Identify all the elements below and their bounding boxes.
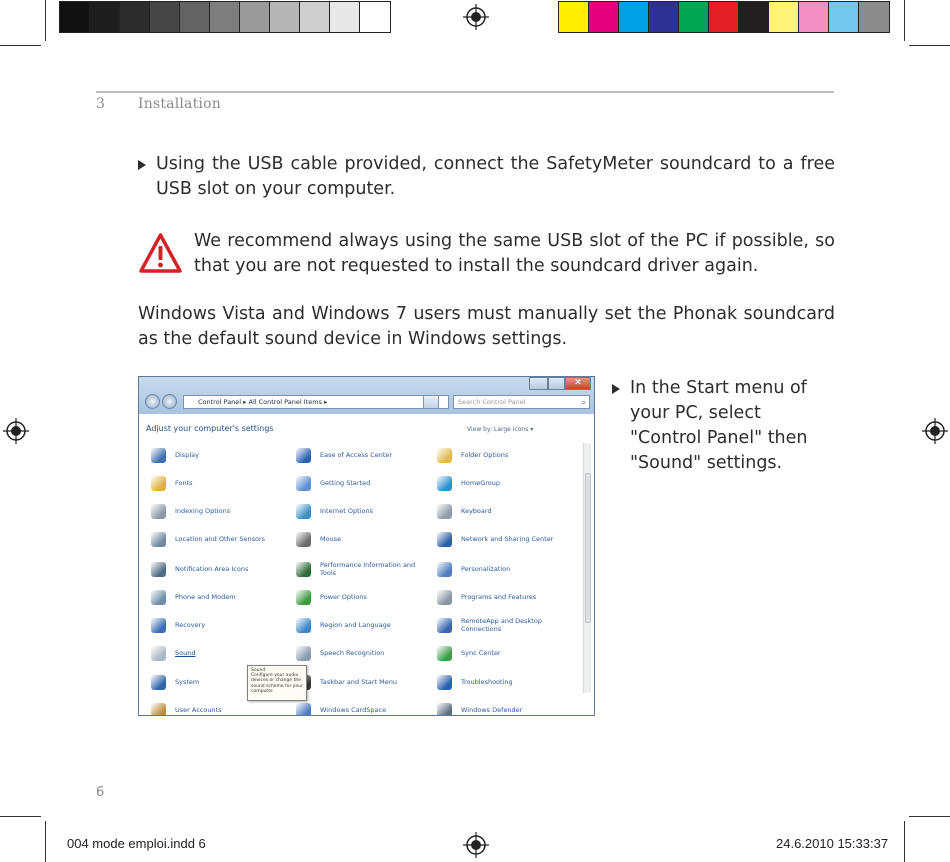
control-panel-item-icon	[151, 532, 166, 547]
control-panel-item-label: Phone and Modem	[175, 593, 236, 601]
search-box[interactable]	[453, 395, 590, 409]
refresh-button[interactable]	[423, 395, 439, 409]
control-panel-item-icon	[437, 675, 452, 690]
registration-mark-icon	[922, 418, 948, 444]
vista-windows7-note: Windows Vista and Windows 7 users must manually set the Phonak soundcard as the default sound device in Windows settings.	[138, 304, 835, 349]
control-panel-item-icon	[151, 590, 166, 605]
control-panel-item[interactable]	[437, 472, 571, 494]
control-panel-item-label: Region and Language	[320, 621, 391, 629]
control-panel-item[interactable]	[437, 586, 571, 608]
instruction-step-usb	[138, 152, 835, 202]
view-by-selector[interactable]: View by: Large icons ▾	[467, 426, 534, 433]
step-text: In the Start menu of your PC, select "Control Panel" then "Sound" settings.	[630, 378, 808, 473]
control-panel-item-icon	[296, 504, 311, 519]
control-panel-item-label: Sync Center	[461, 649, 501, 657]
control-panel-item[interactable]	[437, 699, 571, 716]
color-swatch	[709, 2, 739, 32]
control-panel-item-icon	[437, 703, 452, 717]
window-title-bar	[139, 377, 594, 414]
crop-mark	[0, 816, 41, 817]
control-panel-item-label: Programs and Features	[461, 593, 537, 601]
page-number: 6	[96, 785, 105, 800]
close-button[interactable]: ✕	[565, 377, 591, 390]
control-panel-item-label: Taskbar and Start Menu	[320, 678, 397, 686]
window-controls	[529, 377, 591, 390]
control-panel-item-label: Performance Information and Tools	[320, 561, 416, 577]
control-panel-item-icon	[151, 646, 166, 661]
control-panel-item-label: Troubleshooting	[461, 678, 513, 686]
control-panel-item[interactable]	[151, 528, 285, 550]
control-panel-item-label: Mouse	[320, 535, 342, 543]
control-panel-item-icon	[437, 562, 452, 577]
control-panel-item[interactable]	[296, 642, 430, 664]
control-panel-item-icon	[151, 562, 166, 577]
instruction-step-control-panel	[612, 376, 827, 476]
control-panel-item-label: System	[175, 678, 200, 686]
gray-swatch	[120, 2, 150, 32]
nav-buttons	[145, 394, 179, 409]
control-panel-heading: Adjust your computer's settings	[146, 424, 274, 433]
control-panel-item[interactable]	[151, 586, 285, 608]
control-panel-item[interactable]	[437, 642, 571, 664]
crop-mark	[904, 0, 905, 41]
control-panel-item[interactable]	[437, 558, 571, 580]
bullet-arrow-icon	[612, 384, 620, 394]
control-panel-item-label: User Accounts	[175, 706, 222, 714]
control-panel-item[interactable]	[437, 500, 571, 522]
color-swatch	[769, 2, 799, 32]
control-panel-item-icon	[437, 448, 452, 463]
sound-tooltip	[247, 665, 307, 701]
color-swatch	[679, 2, 709, 32]
header-rule	[96, 91, 834, 93]
address-bar[interactable]: Control Panel ▸ All Control Panel Items ▸	[183, 395, 449, 409]
control-panel-item-label: Speech Recognition	[320, 649, 385, 657]
control-panel-item[interactable]	[296, 472, 430, 494]
crop-mark	[904, 821, 905, 862]
control-panel-item-label: Windows CardSpace	[320, 706, 387, 714]
control-panel-item[interactable]	[296, 444, 430, 466]
control-panel-item[interactable]	[437, 671, 571, 693]
control-panel-item-label: Power Options	[320, 593, 367, 601]
control-panel-item-label: Location and Other Sensors	[175, 535, 266, 543]
control-panel-item[interactable]	[151, 444, 285, 466]
slug-timestamp: 24.6.2010 15:33:37	[776, 836, 889, 851]
control-panel-item[interactable]	[296, 671, 430, 693]
gray-swatch	[150, 2, 180, 32]
control-panel-item-label: Network and Sharing Center	[461, 535, 554, 543]
registration-mark-icon	[3, 418, 29, 444]
control-panel-item-icon	[437, 618, 452, 633]
control-panel-item-icon	[437, 504, 452, 519]
crop-mark	[45, 0, 46, 41]
section-title: Installation	[138, 96, 221, 112]
control-panel-item-icon	[151, 448, 166, 463]
color-swatch	[649, 2, 679, 32]
color-swatch	[799, 2, 829, 32]
control-panel-item-icon	[296, 532, 311, 547]
control-panel-item-icon	[296, 618, 311, 633]
control-panel-item-icon	[296, 448, 311, 463]
gray-swatch	[60, 2, 90, 32]
control-panel-item[interactable]	[151, 642, 285, 664]
back-button-icon[interactable]	[145, 394, 160, 409]
control-panel-item[interactable]	[296, 614, 430, 636]
control-panel-item-icon	[437, 646, 452, 661]
color-swatch	[829, 2, 859, 32]
control-panel-item-label: Personalization	[461, 565, 511, 573]
maximize-button[interactable]	[548, 377, 565, 390]
color-swatch	[739, 2, 769, 32]
control-panel-item-label: Notification Area Icons	[175, 565, 249, 573]
warning-note	[138, 229, 835, 279]
control-panel-screenshot	[138, 376, 595, 716]
control-panel-item[interactable]	[296, 699, 430, 716]
gray-swatch	[360, 2, 390, 32]
control-panel-item-icon	[296, 590, 311, 605]
crop-mark	[45, 821, 46, 862]
control-panel-item-label: HomeGroup	[461, 479, 500, 487]
warning-triangle-icon	[138, 232, 183, 274]
gray-swatch	[300, 2, 330, 32]
minimize-button[interactable]	[529, 377, 548, 390]
scrollbar[interactable]	[583, 443, 591, 693]
tooltip-text: Configure your audio devices or change the sound scheme for your computer.	[251, 673, 303, 694]
control-panel-item-icon	[437, 590, 452, 605]
control-panel-item[interactable]	[296, 528, 430, 550]
control-panel-item-label: Ease of Access Center	[320, 451, 393, 459]
color-swatch	[589, 2, 619, 32]
control-panel-item-icon	[151, 675, 166, 690]
control-panel-item-icon	[437, 532, 452, 547]
control-panel-item-label: Sound	[175, 649, 196, 657]
control-panel-item-icon	[296, 646, 311, 661]
warning-text: We recommend always using the same USB slot of the PC if possible, so that you are not requested to install the soundcard driver again.	[194, 231, 835, 276]
control-panel-item-icon	[151, 703, 166, 717]
control-panel-item-label: Getting Started	[320, 479, 371, 487]
crop-mark	[909, 816, 950, 817]
process-color-bar	[558, 1, 890, 33]
control-panel-item[interactable]	[296, 500, 430, 522]
control-panel-item-icon	[437, 476, 452, 491]
registration-mark-icon	[463, 832, 489, 858]
color-swatch	[619, 2, 649, 32]
crop-mark	[0, 45, 41, 46]
gray-swatch	[210, 2, 240, 32]
control-panel-item-icon	[151, 476, 166, 491]
control-panel-item[interactable]	[151, 614, 285, 636]
control-panel-item-label: Display	[175, 451, 199, 459]
bullet-arrow-icon	[138, 160, 146, 170]
registration-mark-icon	[463, 4, 489, 30]
control-panel-item[interactable]	[437, 528, 571, 550]
control-panel-item-label: Keyboard	[461, 507, 492, 515]
grayscale-color-bar	[59, 1, 391, 33]
gray-swatch	[240, 2, 270, 32]
control-panel-item[interactable]	[296, 586, 430, 608]
control-panel-item-label: RemoteApp and Desktop Connections	[461, 617, 542, 633]
step-text: Using the USB cable provided, connect the SafetyMeter soundcard to a free USB slot on your computer.	[156, 154, 835, 199]
control-panel-item-label: Indexing Options	[175, 507, 231, 515]
gray-swatch	[90, 2, 120, 32]
control-panel-item[interactable]	[437, 614, 571, 636]
gray-swatch	[330, 2, 360, 32]
control-panel-item-label: Folder Options	[461, 451, 509, 459]
control-panel-item-label: Fonts	[175, 479, 193, 487]
tooltip-title: Sound	[251, 668, 266, 673]
gray-swatch	[180, 2, 210, 32]
control-panel-item-icon	[151, 504, 166, 519]
control-panel-item-icon	[151, 618, 166, 633]
section-number: 3	[96, 96, 105, 112]
control-panel-item[interactable]	[296, 558, 430, 580]
control-panel-item[interactable]	[151, 699, 285, 716]
control-panel-item-icon	[296, 703, 311, 717]
control-panel-item-icon	[296, 562, 311, 577]
control-panel-item[interactable]	[437, 444, 571, 466]
forward-button-icon[interactable]	[162, 394, 177, 409]
control-panel-item[interactable]	[151, 500, 285, 522]
control-panel-item-icon	[296, 476, 311, 491]
control-panel-item-label: Windows Defender	[461, 706, 523, 714]
gray-swatch	[270, 2, 300, 32]
scrollbar-thumb[interactable]	[585, 473, 591, 623]
search-icon: ⌕	[581, 398, 586, 407]
control-panel-item-label: Recovery	[175, 621, 206, 629]
control-panel-item-label: Internet Options	[320, 507, 373, 515]
slug-file-name: 004 mode emploi.indd 6	[67, 836, 206, 851]
control-panel-item[interactable]	[151, 472, 285, 494]
color-swatch	[859, 2, 889, 32]
search-placeholder: Search Control Panel	[458, 398, 526, 406]
crop-mark	[909, 45, 950, 46]
control-panel-item[interactable]	[151, 558, 285, 580]
color-swatch	[559, 2, 589, 32]
